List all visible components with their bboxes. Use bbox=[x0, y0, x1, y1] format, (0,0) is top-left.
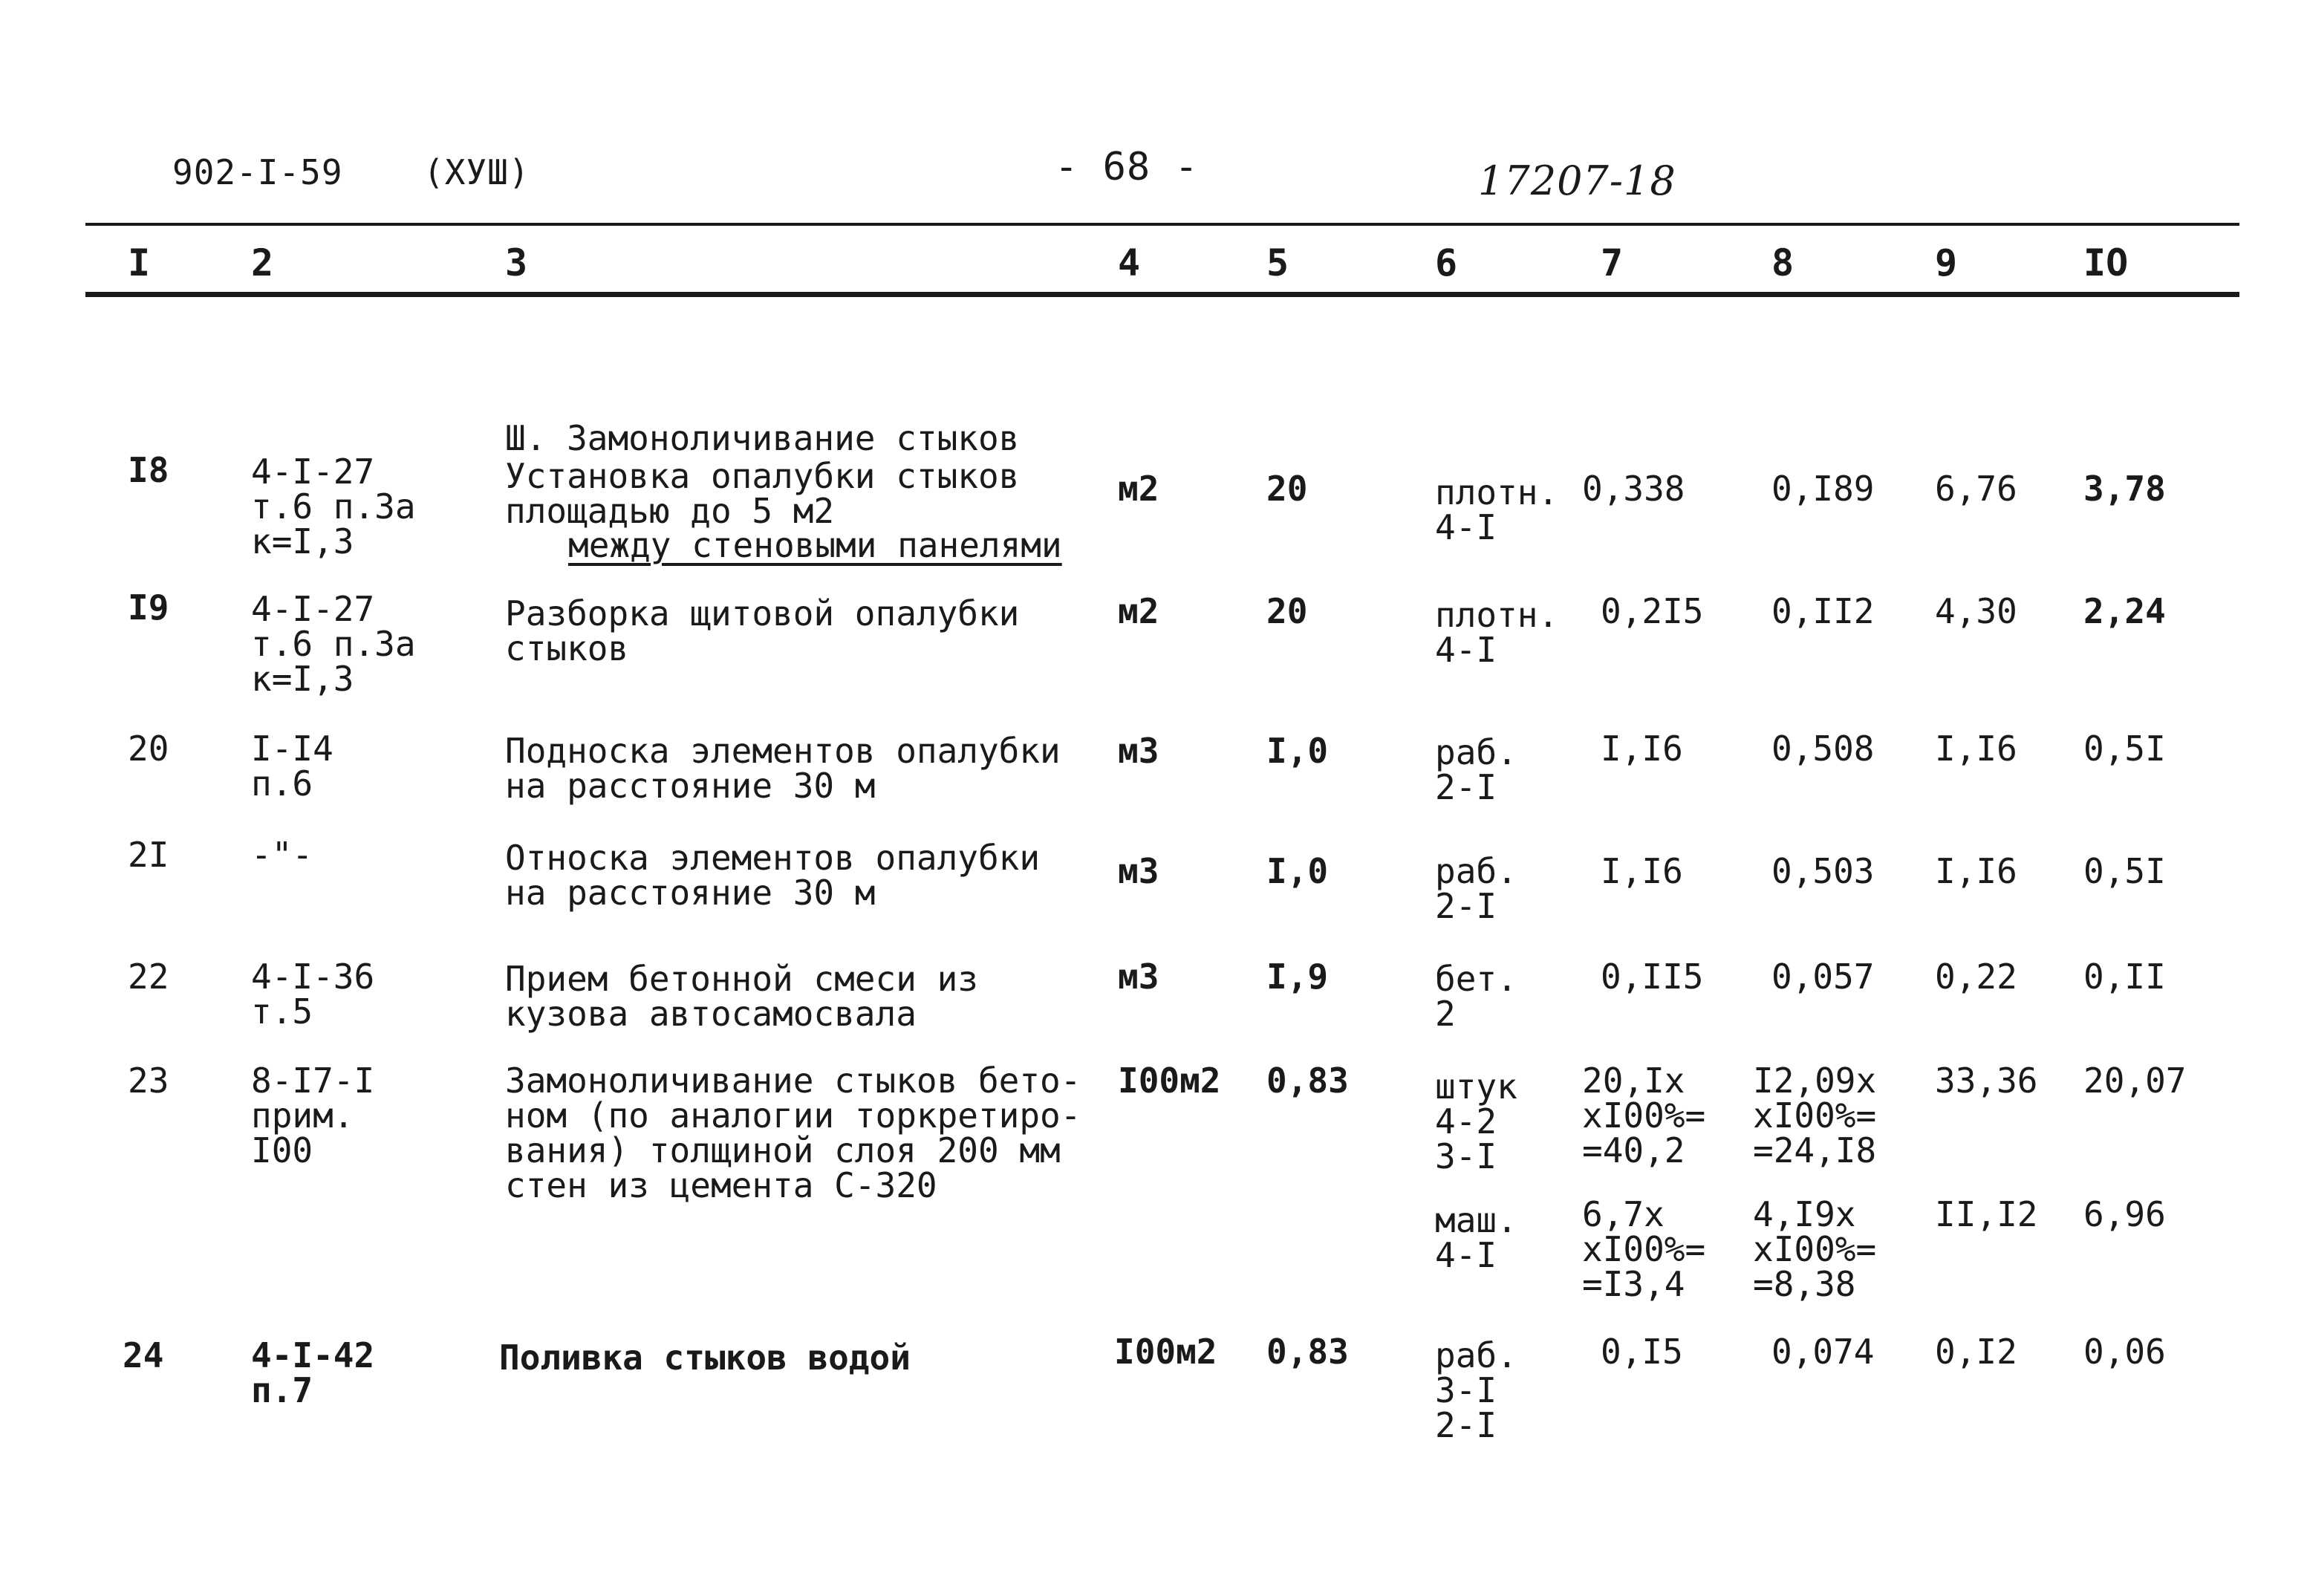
row-number: 24 bbox=[123, 1335, 164, 1375]
doc-code: 902-I-59 bbox=[172, 152, 343, 192]
norm-code: 4-I-27 т.6 п.3а к=I,3 bbox=[251, 589, 416, 699]
work-name: Относка элементов опалубки на расстояние 30 м bbox=[505, 838, 1041, 913]
top-rule bbox=[85, 223, 2239, 226]
col-number-10: IO bbox=[2083, 241, 2129, 284]
col7-value: 0,I5 bbox=[1601, 1332, 1683, 1372]
col8-value: I2,09х хI00%= =24,I8 bbox=[1753, 1061, 1877, 1170]
unit: м3 bbox=[1118, 851, 1159, 891]
row-number: 20 bbox=[128, 729, 169, 769]
norm-code: 4-I-27 т.6 п.3а к=I,3 bbox=[251, 452, 416, 561]
col8-value: 0,II2 bbox=[1771, 591, 1875, 631]
col10-value: 0,II bbox=[2083, 957, 2166, 997]
row-number: 23 bbox=[128, 1061, 169, 1101]
machine-col10-value: 6,96 bbox=[2083, 1194, 2166, 1234]
col10-value: 2,24 bbox=[2083, 591, 2166, 631]
col9-value: 6,76 bbox=[1935, 469, 2017, 509]
unit: м2 bbox=[1118, 469, 1159, 509]
col-number-4: 4 bbox=[1118, 241, 1141, 284]
quantity: I,0 bbox=[1266, 731, 1329, 771]
work-name: Поливка стыков водой bbox=[499, 1338, 911, 1378]
quantity: I,9 bbox=[1266, 957, 1329, 997]
quantity: I,0 bbox=[1266, 851, 1329, 891]
unit: м3 bbox=[1118, 731, 1159, 771]
col10-value: 20,07 bbox=[2083, 1061, 2187, 1101]
col8-value: 0,503 bbox=[1771, 851, 1875, 891]
col9-value: I,I6 bbox=[1935, 851, 2017, 891]
col7-value: I,I6 bbox=[1601, 729, 1683, 769]
quantity: 20 bbox=[1266, 591, 1308, 631]
work-name: Установка опалубки стыков площадью до 5 м2 bbox=[505, 456, 1020, 531]
col-number-7: 7 bbox=[1601, 241, 1624, 284]
col10-value: 3,78 bbox=[2083, 469, 2166, 509]
quantity: 0,83 bbox=[1266, 1061, 1349, 1101]
work-name: Прием бетонной смеси из кузова автосамосвала bbox=[505, 959, 978, 1034]
worker-group: бет. 2 bbox=[1435, 959, 1517, 1034]
norm-code: 4-I-42 п.7 bbox=[251, 1335, 375, 1410]
machine-col8-value: 4,I9х хI00%= =8,38 bbox=[1753, 1194, 1877, 1304]
worker-group: плотн. 4-I bbox=[1435, 595, 1559, 670]
col-number-9: 9 bbox=[1935, 241, 1958, 284]
section-title-line1: Ш. Замоноличивание стыков bbox=[505, 418, 1020, 458]
col7-value: 0,338 bbox=[1582, 469, 1685, 509]
work-name: Разборка щитовой опалубки стыков bbox=[505, 593, 1020, 668]
volume-label: (ХУШ) bbox=[423, 152, 530, 192]
worker-group: раб. 3-I 2-I bbox=[1435, 1335, 1517, 1445]
machine-col7-value: 6,7х хI00%= =I3,4 bbox=[1582, 1194, 1706, 1304]
col10-value: 0,5I bbox=[2083, 729, 2166, 769]
quantity: 20 bbox=[1266, 469, 1308, 509]
worker-group: штук 4-2 3-I bbox=[1435, 1066, 1517, 1176]
col9-value: 0,22 bbox=[1935, 957, 2017, 997]
unit: м2 bbox=[1118, 591, 1159, 631]
norm-code: 8-I7-I прим. I00 bbox=[251, 1061, 375, 1170]
col7-value: 0,2I5 bbox=[1601, 591, 1704, 631]
col-number-8: 8 bbox=[1771, 241, 1794, 284]
row-number: I9 bbox=[128, 587, 169, 628]
unit: I00м2 bbox=[1114, 1332, 1217, 1372]
col-number-6: 6 bbox=[1435, 241, 1458, 284]
quantity: 0,83 bbox=[1266, 1332, 1349, 1372]
unit: м3 bbox=[1118, 957, 1159, 997]
col8-value: 0,508 bbox=[1771, 729, 1875, 769]
worker-group: плотн. 4-I bbox=[1435, 472, 1559, 547]
unit: I00м2 bbox=[1118, 1061, 1221, 1101]
worker-group: раб. 2-I bbox=[1435, 851, 1517, 926]
col-number-2: 2 bbox=[251, 241, 274, 284]
col10-value: 0,5I bbox=[2083, 851, 2166, 891]
norm-code: 4-I-36 т.5 bbox=[251, 957, 375, 1032]
work-name: Замоноличивание стыков бето- ном (по аналогии торкретиро- вания) толщиной слоя 200 мм стен из цемента С-320 bbox=[505, 1061, 1081, 1205]
col7-value: 0,II5 bbox=[1601, 957, 1704, 997]
col7-value: 20,Iх хI00%= =40,2 bbox=[1582, 1061, 1706, 1170]
col8-value: 0,I89 bbox=[1771, 469, 1875, 509]
work-name: Подноска элементов опалубки на расстояние 30 м bbox=[505, 731, 1061, 806]
row-number: I8 bbox=[128, 450, 169, 490]
norm-code: I-I4 п.6 bbox=[251, 729, 333, 804]
col9-value: I,I6 bbox=[1935, 729, 2017, 769]
col9-value: 33,36 bbox=[1935, 1061, 2038, 1101]
row-number: 22 bbox=[128, 957, 169, 997]
col9-value: 4,30 bbox=[1935, 591, 2017, 631]
col9-value: 0,I2 bbox=[1935, 1332, 2017, 1372]
col10-value: 0,06 bbox=[2083, 1332, 2166, 1372]
col7-value: I,I6 bbox=[1601, 851, 1683, 891]
section-title-line2: между стеновыми панелями bbox=[568, 525, 1062, 565]
machine-group: маш. 4-I bbox=[1435, 1200, 1517, 1275]
col8-value: 0,074 bbox=[1771, 1332, 1875, 1372]
page-number: - 68 - bbox=[1055, 145, 1199, 189]
handwritten-number: 17207-18 bbox=[1478, 157, 1676, 204]
col-number-1: I bbox=[128, 241, 151, 284]
col-number-5: 5 bbox=[1266, 241, 1289, 284]
machine-col9-value: II,I2 bbox=[1935, 1194, 2038, 1234]
col8-value: 0,057 bbox=[1771, 957, 1875, 997]
col-number-3: 3 bbox=[505, 241, 528, 284]
row-number: 2I bbox=[128, 835, 169, 875]
worker-group: раб. 2-I bbox=[1435, 732, 1517, 807]
norm-code: -"- bbox=[251, 835, 313, 875]
header-bottom-rule bbox=[85, 292, 2239, 297]
